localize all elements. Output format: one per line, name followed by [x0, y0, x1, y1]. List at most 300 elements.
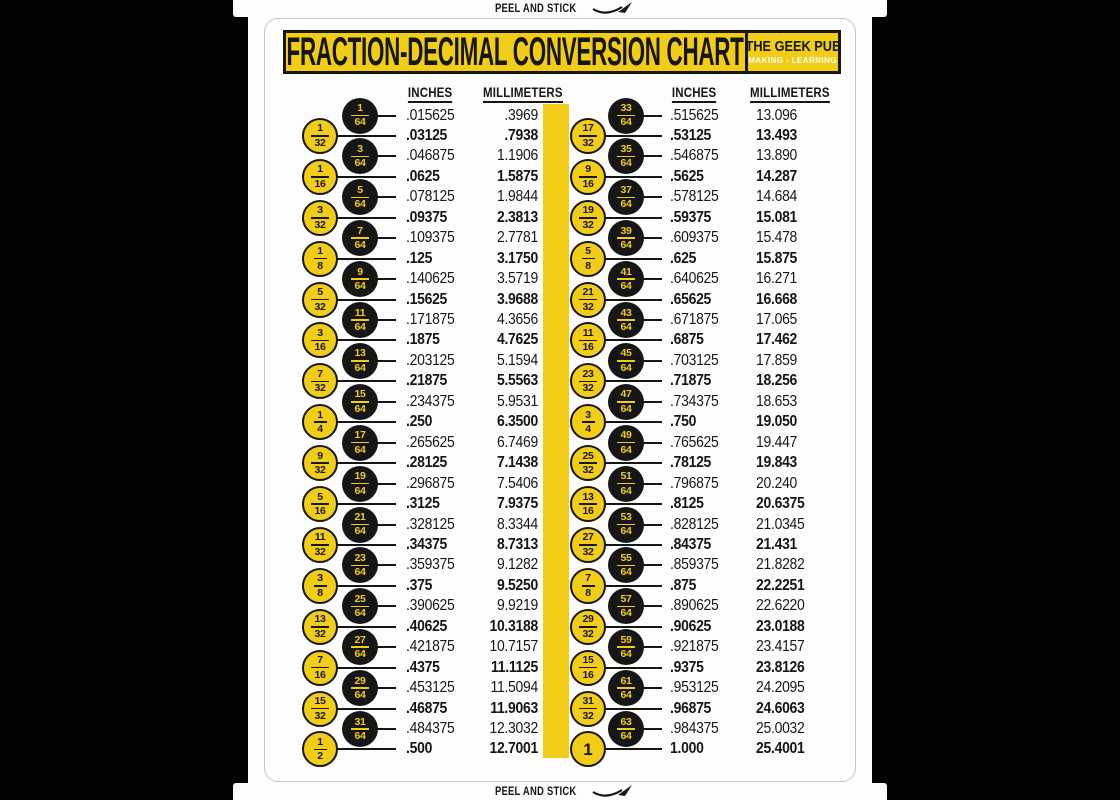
fraction-denominator: 64 [354, 443, 366, 456]
fraction-numerator: 3 [317, 572, 323, 585]
inches-value: .546875 [670, 147, 719, 165]
inches-value: .859375 [670, 556, 719, 574]
inches-value: .640625 [670, 270, 719, 288]
inches-value: .15625 [406, 290, 448, 308]
inches-value: .921875 [670, 638, 719, 656]
fraction-circle [302, 486, 338, 522]
fraction-circle [608, 466, 644, 502]
mm-value: 3.9688 [496, 290, 538, 308]
fraction-numerator: 23 [354, 551, 366, 564]
inches-value: .875 [670, 576, 697, 594]
inches-value: .515625 [670, 106, 719, 124]
mm-value: 14.684 [756, 188, 798, 206]
inches-value: .6875 [670, 331, 704, 349]
fraction-circle [342, 220, 378, 256]
fraction-denominator: 32 [582, 464, 594, 477]
inches-value: .078125 [406, 188, 455, 206]
fraction-numerator: 61 [620, 674, 632, 687]
mm-value: 13.096 [756, 106, 798, 124]
mm-value: 14.287 [756, 167, 798, 185]
sticker-sheet [248, 0, 872, 800]
peel-label-top: PEEL AND STICK [494, 2, 577, 15]
fraction-denominator: 16 [314, 177, 326, 190]
fraction-denominator: 16 [582, 341, 594, 354]
fraction-numerator: 1 [317, 163, 323, 176]
fraction-denominator: 32 [314, 627, 326, 640]
fraction-denominator: 32 [582, 709, 594, 722]
inches-value: .296875 [406, 474, 455, 492]
inches-value: .84375 [670, 535, 712, 553]
fraction-circle [302, 609, 338, 645]
mm-value: 6.7469 [496, 433, 538, 451]
center-divider-bar [543, 104, 569, 758]
inches-value: .765625 [670, 433, 719, 451]
mm-value: 16.271 [756, 270, 798, 288]
mm-value: 22.2251 [756, 576, 805, 594]
inches-value: .171875 [406, 311, 455, 328]
fraction-numerator: 9 [357, 265, 363, 278]
fraction-numerator: 7 [317, 367, 323, 380]
inches-value: .984375 [670, 720, 719, 737]
mm-value: 6.3500 [496, 413, 538, 431]
fraction-numerator: 49 [620, 429, 632, 442]
inches-value: .21875 [406, 372, 448, 390]
fraction-circle [302, 282, 338, 318]
mm-value: 17.462 [756, 331, 798, 349]
fraction-numerator: 17 [354, 429, 366, 442]
fraction-denominator: 32 [582, 218, 594, 231]
millimeters-header-right: MILLIMETERS [720, 84, 860, 103]
inches-value: .609375 [670, 229, 719, 247]
inches-value: .109375 [406, 229, 455, 247]
fraction-circle [302, 200, 338, 236]
inches-value: .500 [406, 740, 433, 758]
fraction-denominator: 64 [620, 443, 632, 456]
fraction-numerator: 13 [582, 490, 594, 503]
fraction-numerator: 27 [354, 633, 366, 646]
fraction-denominator: 32 [582, 545, 594, 558]
mm-value: 19.843 [756, 454, 798, 472]
fraction-circle [570, 609, 606, 645]
fraction-denominator: 64 [354, 280, 366, 293]
fraction-circle [302, 159, 338, 195]
inches-value: .03125 [406, 126, 448, 144]
inches-value: .3125 [406, 495, 440, 513]
fraction-denominator: 64 [620, 566, 632, 579]
inches-value: .140625 [406, 270, 455, 288]
fraction-denominator: 64 [354, 157, 366, 170]
inches-value: .015625 [406, 106, 455, 124]
fraction-denominator: 32 [582, 300, 594, 313]
brand-tagline: MAKING - LEARNING [748, 55, 838, 65]
mm-value: 5.9531 [496, 392, 538, 410]
fraction-circle [570, 650, 606, 686]
peel-arrow-icon [592, 1, 634, 16]
fraction-numerator: 7 [357, 224, 363, 237]
mm-value: 19.050 [756, 413, 798, 431]
mm-value: 13.890 [756, 147, 798, 165]
fraction-numerator: 13 [354, 347, 366, 360]
fraction-numerator: 63 [620, 715, 632, 728]
fraction-circle [608, 670, 644, 706]
fraction-numerator: 55 [620, 551, 632, 564]
inches-value: .625 [670, 249, 697, 267]
mm-value: 23.0188 [756, 617, 805, 635]
fraction-numerator: 3 [357, 142, 363, 155]
fraction-denominator: 64 [354, 320, 366, 333]
mm-value: .7938 [504, 126, 538, 144]
inches-value: .328125 [406, 515, 455, 533]
fraction-numerator: 25 [354, 592, 366, 605]
mm-value: 11.9063 [490, 699, 538, 717]
inches-value: .8125 [670, 495, 704, 513]
whole-number: 1 [583, 739, 593, 759]
fraction-numerator: 5 [317, 286, 323, 299]
inches-value: .53125 [670, 126, 712, 144]
mm-value: 2.3813 [496, 208, 538, 226]
fraction-circle [342, 629, 378, 665]
fraction-denominator: 64 [620, 157, 632, 170]
peel-label-bottom: PEEL AND STICK [494, 785, 577, 798]
mm-value: 10.7157 [489, 638, 538, 656]
mm-value: 1.5875 [496, 167, 538, 185]
fraction-denominator: 32 [314, 382, 326, 395]
inches-value: .828125 [670, 515, 719, 533]
fraction-numerator: 19 [582, 204, 594, 217]
inches-value: .0625 [406, 167, 440, 185]
fraction-denominator: 64 [354, 689, 366, 702]
fraction-circle [570, 159, 606, 195]
fraction-denominator: 16 [582, 177, 594, 190]
fraction-numerator: 31 [354, 715, 366, 728]
mm-value: 21.8282 [756, 556, 805, 574]
fraction-denominator: 32 [314, 300, 326, 313]
mm-value: 7.5406 [496, 474, 538, 492]
fraction-circle [342, 507, 378, 543]
fraction-denominator: 64 [620, 280, 632, 293]
fraction-numerator: 1 [317, 245, 323, 258]
inches-header-left: INCHES [360, 84, 500, 103]
fraction-numerator: 11 [314, 531, 326, 544]
fraction-numerator: 47 [620, 388, 632, 401]
mm-value: 16.668 [756, 290, 798, 308]
brand-badge [745, 33, 841, 71]
fraction-numerator: 15 [314, 695, 326, 708]
fraction-numerator: 57 [620, 592, 632, 605]
fraction-circle [570, 241, 606, 277]
fraction-denominator: 64 [620, 484, 632, 497]
fraction-numerator: 53 [620, 511, 632, 524]
fraction-numerator: 5 [357, 183, 363, 196]
fraction-denominator: 64 [354, 116, 366, 129]
fraction-circle [302, 568, 338, 604]
mm-value: 21.431 [756, 535, 798, 553]
fraction-denominator: 64 [354, 729, 366, 742]
fraction-numerator: 23 [582, 367, 594, 380]
inches-value: .4375 [406, 658, 440, 676]
fraction-denominator: 64 [354, 607, 366, 620]
fraction-circle [302, 404, 338, 440]
fraction-numerator: 11 [582, 326, 594, 339]
fraction-circle [342, 261, 378, 297]
inches-value: .1875 [406, 331, 440, 349]
fraction-circle [302, 241, 338, 277]
fraction-numerator: 1 [317, 122, 323, 135]
mm-value: 18.256 [756, 372, 798, 390]
fraction-denominator: 64 [620, 402, 632, 415]
fraction-numerator: 59 [620, 633, 632, 646]
inches-header-right: INCHES [624, 84, 764, 103]
mm-value: 15.478 [756, 229, 798, 247]
mm-value: .3969 [504, 106, 538, 124]
millimeters-header-left: MILLIMETERS [453, 84, 593, 103]
fraction-circle [342, 384, 378, 420]
fraction-circle [608, 507, 644, 543]
fraction-numerator: 31 [582, 695, 594, 708]
fraction-circle [342, 98, 378, 134]
fraction-denominator: 16 [314, 341, 326, 354]
fraction-numerator: 35 [620, 142, 632, 155]
mm-value: 17.859 [756, 351, 798, 369]
fraction-circle [570, 445, 606, 481]
inches-value: .78125 [670, 454, 712, 472]
inches-value: .65625 [670, 290, 712, 308]
mm-value: 25.4001 [756, 740, 805, 758]
inches-value: .90625 [670, 617, 712, 635]
mm-value: 23.4157 [756, 638, 805, 656]
fraction-numerator: 15 [354, 388, 366, 401]
inches-value: 1.000 [670, 740, 704, 758]
brand-name: THE GEEK PUB [745, 38, 841, 55]
mm-value: 7.9375 [496, 495, 538, 513]
inches-value: .359375 [406, 556, 455, 574]
inches-value: .34375 [406, 535, 448, 553]
inches-value: .09375 [406, 208, 448, 226]
fraction-numerator: 13 [314, 613, 326, 626]
mm-value: 15.081 [756, 208, 798, 226]
mm-value: 4.7625 [496, 331, 538, 349]
fraction-denominator: 16 [314, 505, 326, 518]
mm-value: 2.7781 [496, 229, 538, 247]
inches-value: .265625 [406, 433, 455, 451]
fraction-denominator: 32 [314, 136, 326, 149]
inches-value: .250 [406, 413, 433, 431]
fraction-denominator: 32 [582, 627, 594, 640]
mm-value: 12.3032 [489, 720, 538, 737]
fraction-numerator: 3 [585, 408, 591, 421]
fraction-numerator: 5 [317, 490, 323, 503]
fraction-denominator: 32 [314, 709, 326, 722]
fraction-numerator: 21 [582, 286, 594, 299]
inches-value: .750 [670, 413, 697, 431]
title-section [286, 33, 745, 71]
fraction-denominator: 16 [582, 505, 594, 518]
fraction-circle [608, 343, 644, 379]
fraction-denominator: 64 [620, 198, 632, 211]
mm-value: 21.0345 [756, 515, 805, 533]
mm-value: 3.5719 [496, 270, 538, 288]
inches-value: .234375 [406, 392, 455, 410]
mm-value: 11.1125 [491, 658, 538, 676]
mm-value: 20.240 [756, 474, 798, 492]
fraction-denominator: 64 [354, 198, 366, 211]
inches-value: .28125 [406, 454, 448, 472]
fraction-circle [608, 220, 644, 256]
inches-value: .71875 [670, 372, 712, 390]
fraction-numerator: 1 [317, 735, 323, 748]
mm-value: 24.2095 [756, 679, 805, 697]
inches-value: .96875 [670, 699, 712, 717]
fraction-circle [570, 200, 606, 236]
fraction-numerator: 29 [582, 613, 594, 626]
fraction-circle [608, 425, 644, 461]
fraction-denominator: 32 [314, 545, 326, 558]
mm-value: 15.875 [756, 249, 798, 267]
inches-value: .203125 [406, 351, 455, 369]
mm-value: 9.1282 [496, 556, 538, 574]
mm-value: 13.493 [756, 126, 798, 144]
fraction-denominator: 64 [620, 689, 632, 702]
fraction-numerator: 1 [357, 102, 363, 115]
fraction-denominator: 4 [585, 423, 591, 436]
fraction-circle [302, 650, 338, 686]
mm-value: 9.9219 [496, 597, 538, 615]
fraction-circle [570, 404, 606, 440]
mm-value: 5.5563 [496, 372, 538, 390]
fraction-denominator: 64 [354, 402, 366, 415]
fraction-numerator: 25 [582, 449, 594, 462]
mm-value: 8.7313 [496, 535, 538, 553]
page-title: FRACTION-DECIMAL CONVERSION CHART [287, 33, 745, 71]
peel-tab-top [233, 0, 887, 17]
mm-value: 8.3344 [496, 515, 538, 533]
inches-value: .578125 [670, 188, 719, 206]
fraction-numerator: 51 [620, 470, 632, 483]
inches-value: .734375 [670, 392, 719, 410]
mm-value: 17.065 [756, 311, 798, 328]
fraction-denominator: 64 [354, 361, 366, 374]
fraction-numerator: 3 [317, 204, 323, 217]
fraction-denominator: 64 [620, 320, 632, 333]
fraction-circle [302, 691, 338, 727]
inches-value: .125 [406, 249, 433, 267]
fraction-circle [302, 445, 338, 481]
mm-value: 3.1750 [496, 249, 538, 267]
fraction-circle [608, 629, 644, 665]
fraction-circle [570, 527, 606, 563]
inches-value: .59375 [670, 208, 712, 226]
fraction-circle [570, 118, 606, 154]
mm-value: 11.5094 [490, 679, 538, 697]
fraction-numerator: 29 [354, 674, 366, 687]
fraction-denominator: 64 [620, 525, 632, 538]
fraction-numerator: 27 [582, 531, 594, 544]
peel-tab-bottom [233, 783, 887, 800]
mm-value: 25.0032 [756, 720, 805, 737]
fraction-circle [342, 670, 378, 706]
fraction-numerator: 3 [317, 326, 323, 339]
mm-value: 10.3188 [489, 617, 538, 635]
inches-value: .46875 [406, 699, 448, 717]
fraction-circle [608, 384, 644, 420]
fraction-numerator: 43 [620, 306, 632, 319]
fraction-circle [608, 98, 644, 134]
title-bar [283, 30, 841, 74]
mm-value: 9.5250 [496, 576, 538, 594]
fraction-denominator: 64 [620, 361, 632, 374]
fraction-circle [570, 568, 606, 604]
fraction-denominator: 8 [585, 259, 591, 272]
fraction-denominator: 64 [354, 525, 366, 538]
inches-value: .9375 [670, 658, 704, 676]
fraction-denominator: 64 [354, 648, 366, 661]
inches-value: .375 [406, 576, 433, 594]
fraction-denominator: 8 [585, 586, 591, 599]
fraction-numerator: 1 [317, 408, 323, 421]
fraction-denominator: 64 [354, 484, 366, 497]
inches-value: .703125 [670, 351, 719, 369]
fraction-numerator: 5 [585, 245, 591, 258]
inches-value: .40625 [406, 617, 448, 635]
fraction-denominator: 64 [620, 116, 632, 129]
fraction-circle [570, 486, 606, 522]
fraction-numerator: 21 [354, 511, 366, 524]
fraction-numerator: 33 [620, 102, 632, 115]
inches-value: .390625 [406, 597, 455, 615]
fraction-denominator: 64 [620, 239, 632, 252]
fraction-denominator: 8 [317, 259, 323, 272]
inches-value: .953125 [670, 679, 719, 697]
fraction-denominator: 4 [317, 423, 323, 436]
inches-value: .796875 [670, 474, 719, 492]
mm-value: 18.653 [756, 392, 798, 410]
fraction-numerator: 15 [582, 654, 594, 667]
fraction-denominator: 8 [317, 586, 323, 599]
fraction-denominator: 64 [354, 239, 366, 252]
fraction-circle [302, 118, 338, 154]
fraction-denominator: 64 [620, 648, 632, 661]
fraction-numerator: 19 [354, 470, 366, 483]
fraction-denominator: 2 [317, 750, 323, 763]
inches-value: .453125 [406, 679, 455, 697]
fraction-denominator: 16 [582, 668, 594, 681]
fraction-circle [342, 425, 378, 461]
mm-value: 4.3656 [496, 311, 538, 328]
inches-value: .421875 [406, 638, 455, 656]
fraction-numerator: 37 [620, 183, 632, 196]
fraction-circle [608, 261, 644, 297]
fraction-circle [342, 711, 378, 747]
fraction-denominator: 64 [354, 566, 366, 579]
fraction-numerator: 7 [317, 654, 323, 667]
fraction-denominator: 32 [582, 382, 594, 395]
peel-arrow-icon [592, 784, 634, 799]
mm-value: 1.1906 [496, 147, 538, 165]
mm-value: 23.8126 [756, 658, 805, 676]
fraction-numerator: 7 [585, 572, 591, 585]
fraction-numerator: 9 [317, 449, 323, 462]
fraction-denominator: 64 [620, 607, 632, 620]
mm-value: 5.1594 [496, 351, 538, 369]
inches-value: .5625 [670, 167, 704, 185]
fraction-denominator: 16 [314, 668, 326, 681]
fraction-circle [570, 282, 606, 318]
mm-value: 12.7001 [489, 740, 538, 758]
mm-value: 22.6220 [756, 597, 805, 615]
fraction-numerator: 11 [354, 306, 366, 319]
fraction-denominator: 64 [620, 729, 632, 742]
mm-value: 19.447 [756, 433, 798, 451]
